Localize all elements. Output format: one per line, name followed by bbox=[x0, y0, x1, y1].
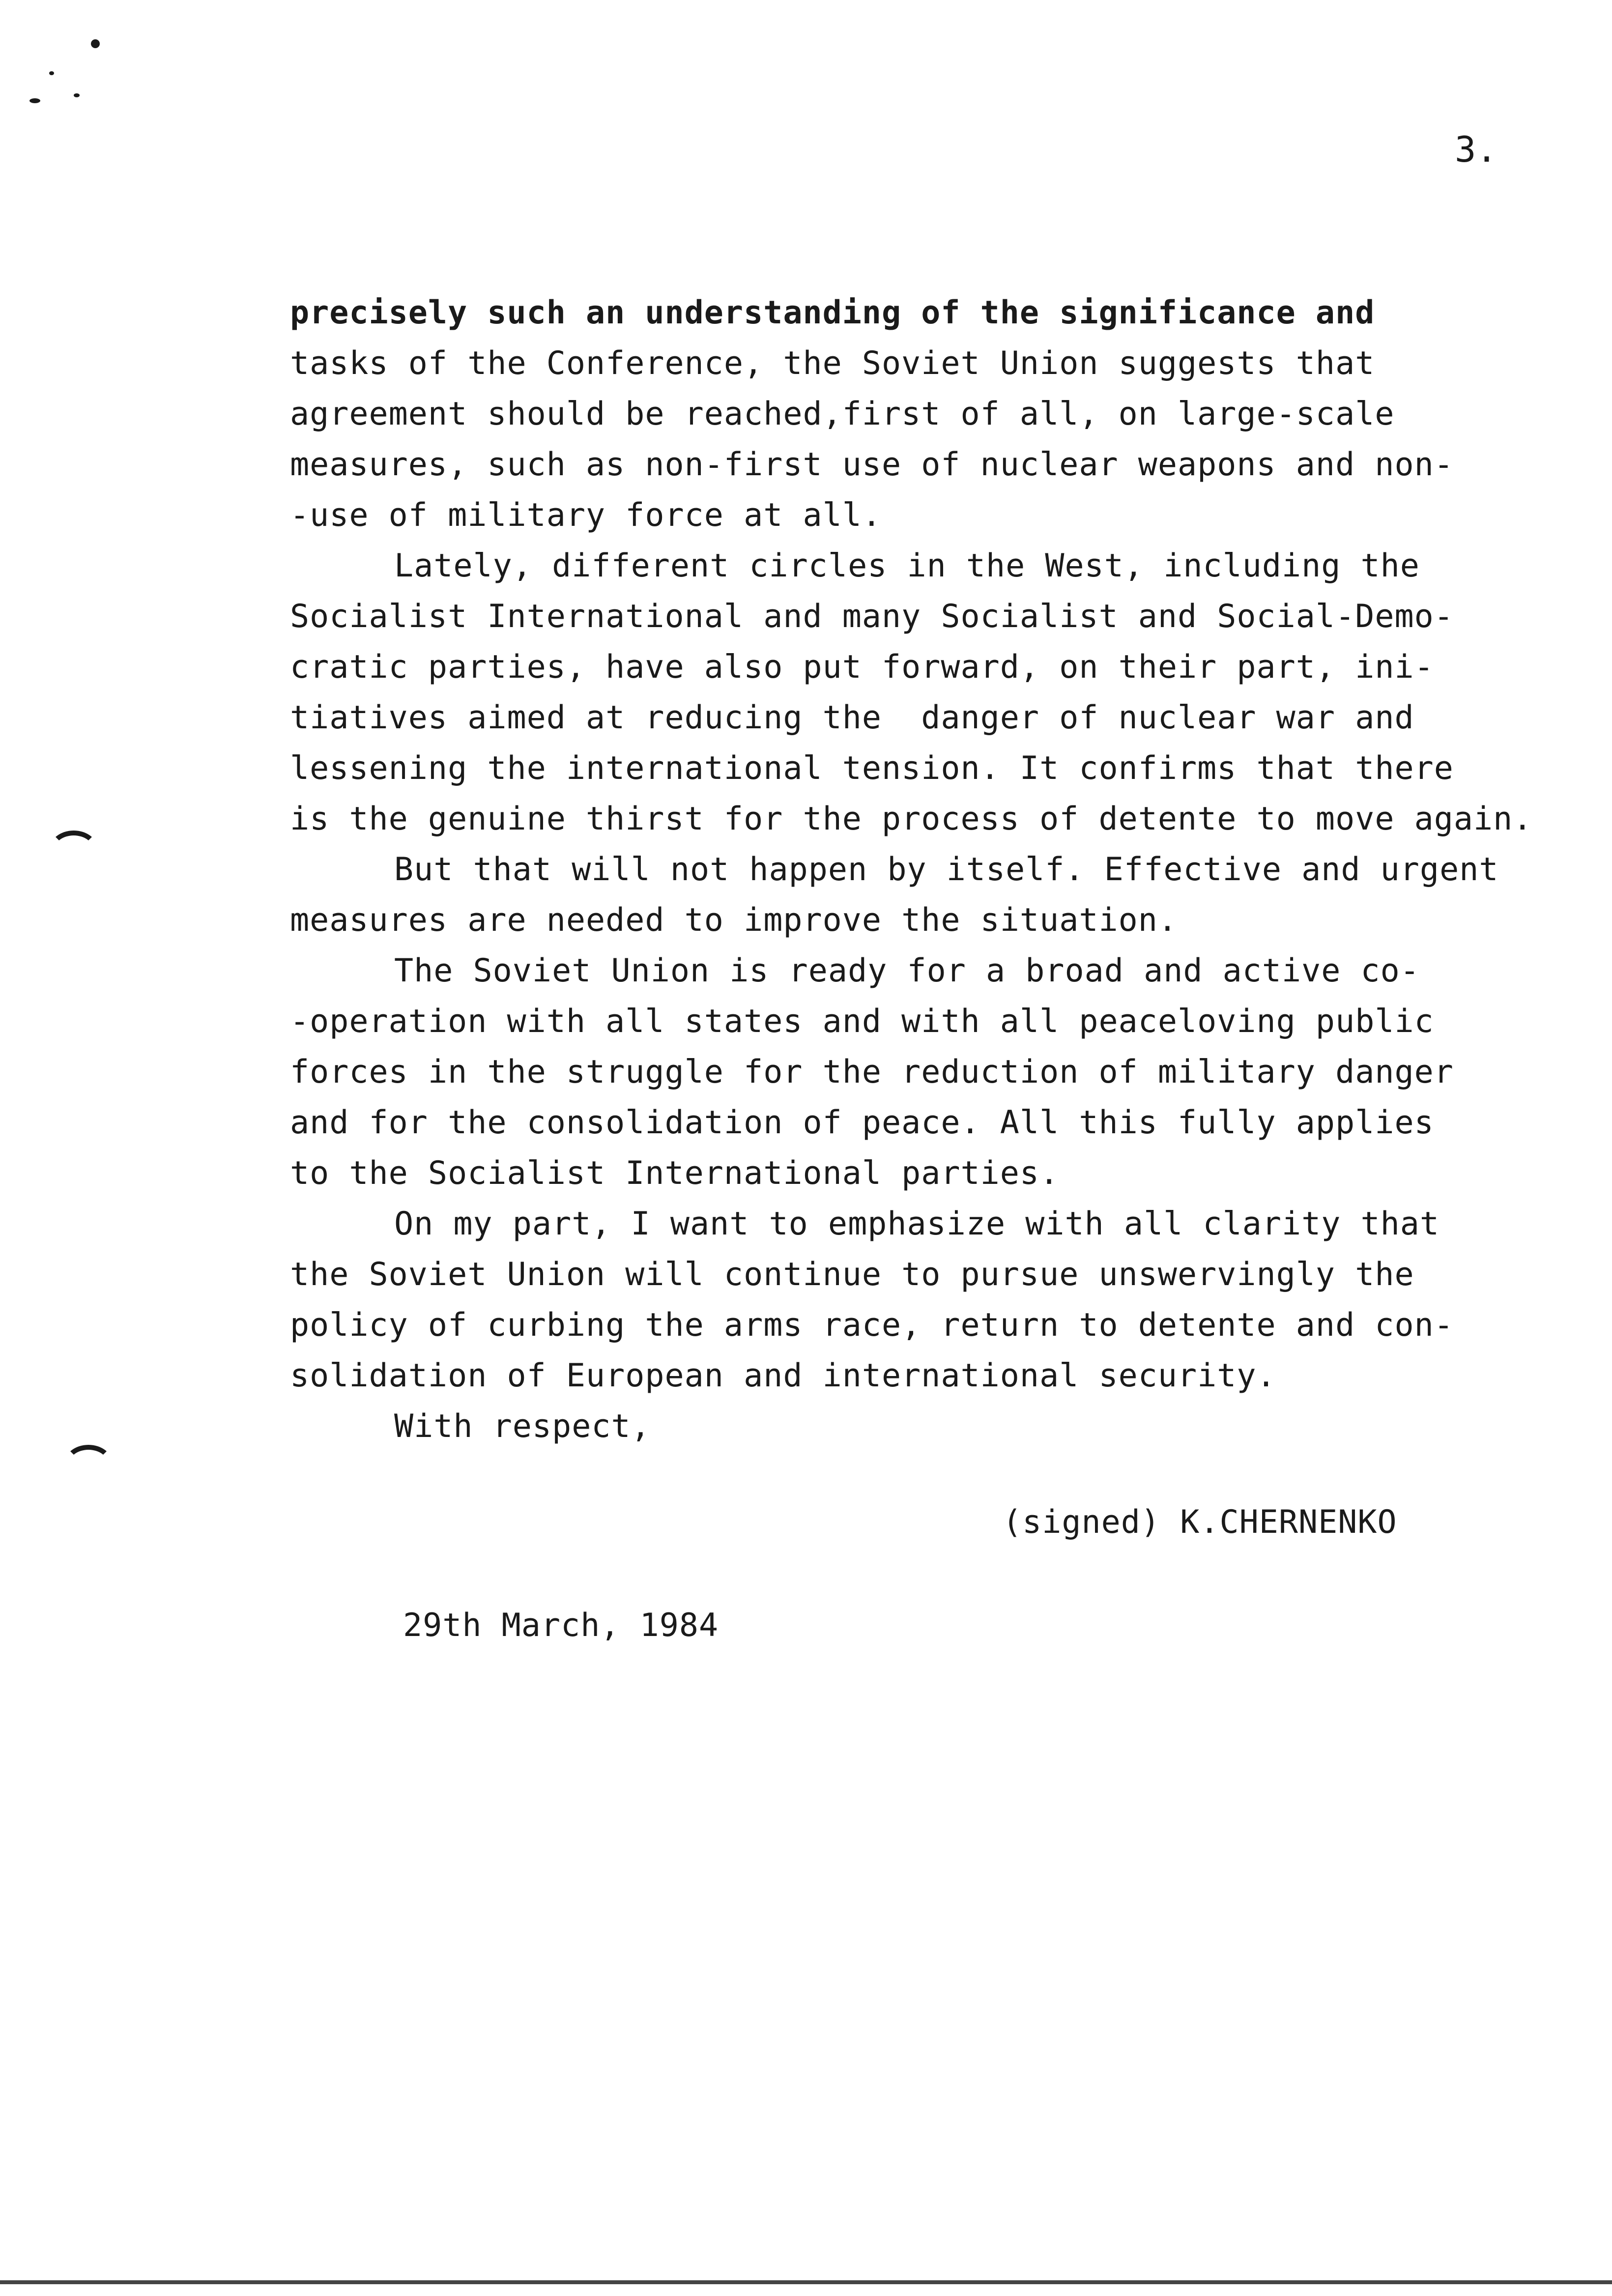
body-line: policy of curbing the arms race, return to detente and con- bbox=[290, 1307, 1454, 1344]
body-line: precisely such an understanding of the significance and bbox=[290, 294, 1375, 331]
body-line: to the Socialist International parties. bbox=[290, 1155, 1060, 1192]
body-line: measures are needed to improve the situation. bbox=[290, 902, 1178, 939]
body-line: Lately, different circles in the West, including the bbox=[394, 547, 1420, 584]
body-line: the Soviet Union will continue to pursue unswervingly the bbox=[290, 1256, 1414, 1293]
body-line: forces in the struggle for the reduction of military danger bbox=[290, 1054, 1454, 1091]
body-line: lessening the international tension. It confirms that there bbox=[290, 750, 1454, 787]
letter-date: 29th March, 1984 bbox=[403, 1607, 719, 1644]
body-line: But that will not happen by itself. Effective and urgent bbox=[394, 851, 1499, 888]
body-line: solidation of European and international security. bbox=[290, 1357, 1276, 1394]
scan-speck bbox=[29, 98, 40, 103]
scan-speck bbox=[91, 39, 100, 48]
body-line: Socialist International and many Socialist and Social-Demo- bbox=[290, 598, 1454, 635]
scan-speck bbox=[49, 71, 54, 75]
body-line: On my part, I want to emphasize with all clarity that bbox=[394, 1205, 1440, 1242]
body-line: is the genuine thirst for the process of detente to move again. bbox=[290, 801, 1533, 837]
body-line: agreement should be reached,first of all, on large-scale bbox=[290, 396, 1395, 432]
body-line: -operation with all states and with all peaceloving public bbox=[290, 1003, 1434, 1040]
body-line: tiatives aimed at reducing the danger of nuclear war and bbox=[290, 699, 1414, 736]
hole-punch-mark bbox=[49, 831, 98, 870]
signature-line: (signed) K.CHERNENKO bbox=[1003, 1504, 1397, 1541]
body-line: The Soviet Union is ready for a broad and active co- bbox=[394, 952, 1420, 989]
body-line: tasks of the Conference, the Soviet Union suggests that bbox=[290, 345, 1375, 382]
body-line: -use of military force at all. bbox=[290, 497, 882, 534]
body-line: measures, such as non-first use of nuclear weapons and non- bbox=[290, 446, 1454, 483]
bottom-rule bbox=[0, 2280, 1612, 2284]
body-line: and for the consolidation of peace. All this fully applies bbox=[290, 1104, 1434, 1141]
body-line: cratic parties, have also put forward, on their part, ini- bbox=[290, 649, 1434, 686]
body-line: With respect, bbox=[394, 1408, 651, 1445]
scan-speck bbox=[74, 93, 80, 97]
letter-body bbox=[290, 287, 1587, 1452]
hole-punch-mark bbox=[64, 1445, 113, 1484]
page-number: 3. bbox=[1455, 129, 1497, 170]
